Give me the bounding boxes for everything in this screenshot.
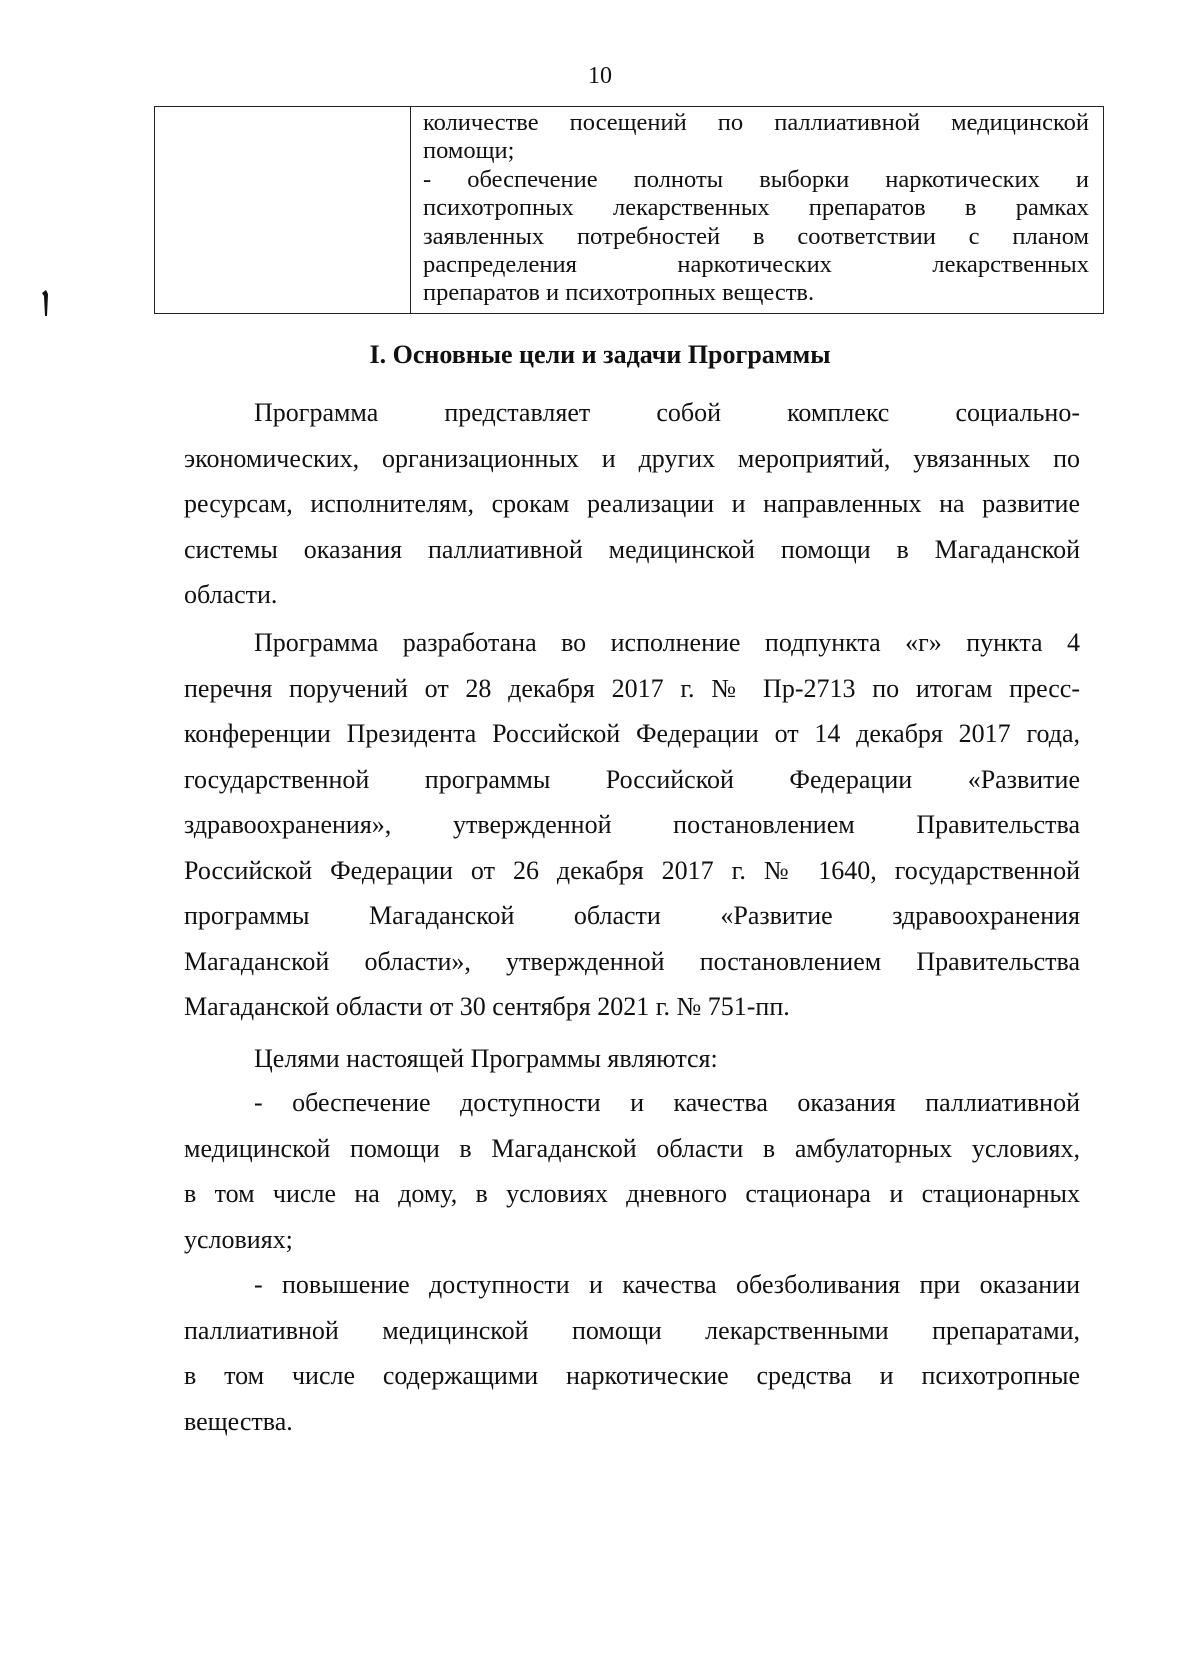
paragraph-line: Российской Федерации от 26 декабря 2017 г. № 1640, государственной (184, 855, 1080, 885)
paragraph-line: системы оказания паллиативной медицинской помощи в Магаданской (184, 534, 1080, 564)
paragraph-line: перечня поручений от 28 декабря 2017 г. № Пр-2713 по итогам пресс- (184, 673, 1080, 703)
paragraph-goal-1 (184, 1080, 1080, 1262)
table-cell-line: количестве посещений по паллиативной медицинской (423, 109, 1089, 136)
paragraph-line: в том числе на дому, в условиях дневного стационара и стационарных (184, 1179, 1080, 1208)
paragraph-goals-intro (184, 1036, 1080, 1082)
table-cell-line: психотропных лекарственных препаратов в рамках (423, 194, 1089, 222)
paragraph-line: области. (184, 580, 278, 609)
paragraph-line: ресурсам, исполнителям, срокам реализации и направленных на развитие (184, 489, 1080, 518)
paragraph-line: Программа разработана во исполнение подпункта «г» пункта 4 (254, 628, 1080, 657)
paragraph-line: в том числе содержащими наркотические средства и психотропные (184, 1361, 1080, 1390)
scan-mark (42, 290, 50, 316)
paragraph-line: Магаданской области от 30 сентября 2021 г. № 751-пп. (184, 992, 790, 1021)
paragraph-program-description (184, 390, 1080, 618)
paragraph-line: экономических, организационных и других мероприятий, увязанных по (184, 443, 1080, 473)
table-cell-line: - обеспечение полноты выборки наркотических и (423, 165, 1089, 193)
paragraph-line: - повышение доступности и качества обезболивания при оказании (254, 1270, 1080, 1299)
table-cell-line: распределения наркотических лекарственных (423, 251, 1089, 279)
paragraph-line: паллиативной медицинской помощи лекарственными препаратами, (184, 1315, 1080, 1345)
paragraph-line: медицинской помощи в Магаданской области в амбулаторных условиях, (184, 1133, 1080, 1163)
paragraph-line: здравоохранения», утвержденной постановлением Правительства (184, 810, 1080, 839)
table-left-cell (155, 107, 411, 313)
paragraph-line: программы Магаданской области «Развитие здравоохранения (184, 901, 1080, 930)
paragraph-program-basis (184, 620, 1080, 1030)
table-right-cell (411, 107, 1103, 308)
paragraph-line: Магаданской области», утвержденной постановлением Правительства (184, 946, 1080, 976)
paragraph-goal-2 (184, 1262, 1080, 1444)
table-cell-line: препаратов и психотропных веществ. (423, 279, 815, 307)
section-heading: I. Основные цели и задачи Программы (369, 340, 831, 369)
table-cell-line: помощи; (423, 137, 515, 165)
page-number: 10 (588, 63, 612, 89)
paragraph-line: условиях; (184, 1224, 293, 1254)
paragraph-line: - обеспечение доступности и качества оказания паллиативной (254, 1088, 1080, 1117)
paragraph-line: государственной программы Российской Федерации «Развитие (184, 764, 1080, 794)
paragraph-line: конференции Президента Российской Федерации от 14 декабря 2017 года, (184, 719, 1080, 748)
continuation-table (154, 106, 1104, 314)
paragraph-line: Программа представляет собой комплекс социально- (254, 398, 1080, 427)
table-cell-line: заявленных потребностей в соответствии с планом (423, 222, 1089, 250)
paragraph-line: Целями настоящей Программы являются: (254, 1044, 718, 1073)
paragraph-line: вещества. (184, 1406, 293, 1436)
